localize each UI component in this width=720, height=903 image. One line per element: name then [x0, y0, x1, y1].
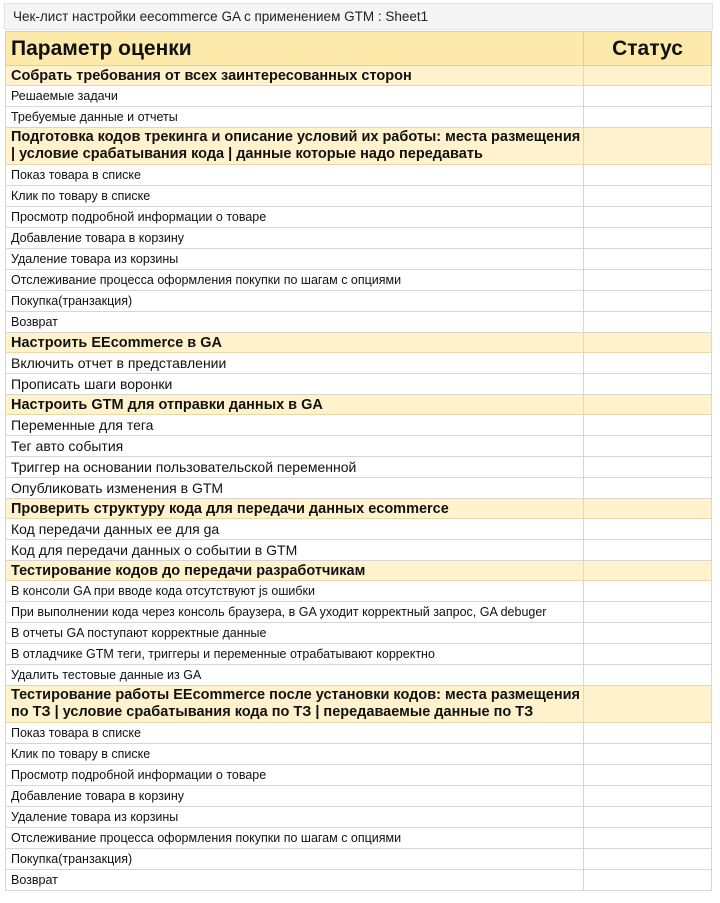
checklist-item-row [6, 374, 712, 395]
parameter-cell[interactable]: Тег авто события [6, 436, 584, 457]
status-cell[interactable] [584, 665, 712, 686]
status-cell[interactable] [584, 374, 712, 395]
checklist-item-row [6, 207, 712, 228]
parameter-cell[interactable]: В консоли GA при вводе кода отсутствуют js ошибки [6, 581, 584, 602]
parameter-cell[interactable]: Код для передачи данных о событии в GTM [6, 540, 584, 561]
checklist-item-row [6, 353, 712, 374]
section-title-cell[interactable]: Подготовка кодов трекинга и описание условий их работы: места размещения | условие срабатывания кода | данные которые надо передавать [6, 128, 584, 165]
parameter-cell[interactable]: Удалить тестовые данные из GA [6, 665, 584, 686]
checklist-item-row [6, 828, 712, 849]
parameter-cell[interactable]: Показ товара в списке [6, 723, 584, 744]
param-header[interactable]: Параметр оценки [6, 32, 584, 66]
section-title-cell[interactable]: Настроить GTM для отправки данных в GA [6, 395, 584, 415]
parameter-cell[interactable]: При выполнении кода через консоль браузера, в GA уходит корректный запрос, GA debuger [6, 602, 584, 623]
status-cell[interactable] [584, 870, 712, 891]
checklist-item-row [6, 249, 712, 270]
parameter-cell[interactable]: Возврат [6, 870, 584, 891]
section-title-cell[interactable]: Собрать требования от всех заинтересованных сторон [6, 66, 584, 86]
parameter-cell[interactable]: Показ товара в списке [6, 165, 584, 186]
checklist-item-row [6, 228, 712, 249]
checklist-item-row [6, 519, 712, 540]
section-row [6, 395, 712, 415]
status-cell[interactable] [584, 561, 712, 581]
parameter-cell[interactable]: Отслеживание процесса оформления покупки по шагам с опциями [6, 828, 584, 849]
status-cell[interactable] [584, 828, 712, 849]
parameter-cell[interactable]: В отчеты GA поступают корректные данные [6, 623, 584, 644]
parameter-cell[interactable]: Просмотр подробной информации о товаре [6, 207, 584, 228]
status-cell[interactable] [584, 807, 712, 828]
status-cell[interactable] [584, 478, 712, 499]
status-cell[interactable] [584, 66, 712, 86]
status-cell[interactable] [584, 333, 712, 353]
parameter-cell[interactable]: Покупка(транзакция) [6, 849, 584, 870]
checklist-item-row [6, 870, 712, 891]
parameter-cell[interactable]: Клик по товару в списке [6, 744, 584, 765]
parameter-cell[interactable]: Клик по товару в списке [6, 186, 584, 207]
parameter-cell[interactable]: Код передачи данных ee для ga [6, 519, 584, 540]
status-cell[interactable] [584, 86, 712, 107]
header-row [6, 32, 712, 66]
checklist-item-row [6, 107, 712, 128]
status-cell[interactable] [584, 107, 712, 128]
parameter-cell[interactable]: Решаемые задачи [6, 86, 584, 107]
parameter-cell[interactable]: Просмотр подробной информации о товаре [6, 765, 584, 786]
status-cell[interactable] [584, 291, 712, 312]
status-header[interactable]: Статус [584, 32, 712, 66]
parameter-cell[interactable]: В отладчике GTM теги, триггеры и переменные отрабатывают корректно [6, 644, 584, 665]
checklist-item-row [6, 581, 712, 602]
status-cell[interactable] [584, 312, 712, 333]
parameter-cell[interactable]: Покупка(транзакция) [6, 291, 584, 312]
parameter-cell[interactable]: Удаление товара из корзины [6, 807, 584, 828]
parameter-cell[interactable]: Требуемые данные и отчеты [6, 107, 584, 128]
checklist-item-row [6, 186, 712, 207]
section-title-cell[interactable]: Тестирование кодов до передачи разработчикам [6, 561, 584, 581]
parameter-cell[interactable]: Прописать шаги воронки [6, 374, 584, 395]
checklist-item-row [6, 744, 712, 765]
checklist-item-row [6, 291, 712, 312]
status-cell[interactable] [584, 228, 712, 249]
status-cell[interactable] [584, 786, 712, 807]
checklist-item-row [6, 540, 712, 561]
status-cell[interactable] [584, 765, 712, 786]
checklist-item-row [6, 602, 712, 623]
status-cell[interactable] [584, 270, 712, 291]
checklist-item-row [6, 644, 712, 665]
checklist-item-row [6, 478, 712, 499]
section-title-cell[interactable]: Настроить EEcommerce в GA [6, 333, 584, 353]
status-cell[interactable] [584, 644, 712, 665]
checklist-item-row [6, 849, 712, 870]
checklist-item-row [6, 723, 712, 744]
parameter-cell[interactable]: Включить отчет в представлении [6, 353, 584, 374]
checklist-item-row [6, 665, 712, 686]
section-row [6, 686, 712, 723]
checklist-item-row [6, 312, 712, 333]
status-cell[interactable] [584, 581, 712, 602]
window-title: Чек-лист настройки eecommerce GA с применением GTM : Sheet1 [4, 3, 713, 30]
status-cell[interactable] [584, 540, 712, 561]
status-cell[interactable] [584, 686, 712, 723]
section-title-cell[interactable]: Тестирование работы EEcommerce после установки кодов: места размещения по ТЗ | условие срабатывания кода по ТЗ | передаваемые данные по ТЗ [6, 686, 584, 723]
parameter-cell[interactable]: Триггер на основании пользовательской переменной [6, 457, 584, 478]
section-row [6, 128, 712, 165]
status-cell[interactable] [584, 723, 712, 744]
checklist-item-row [6, 86, 712, 107]
status-cell[interactable] [584, 353, 712, 374]
section-row [6, 333, 712, 353]
status-cell[interactable] [584, 744, 712, 765]
status-cell[interactable] [584, 165, 712, 186]
parameter-cell[interactable]: Удаление товара из корзины [6, 249, 584, 270]
parameter-cell[interactable]: Добавление товара в корзину [6, 786, 584, 807]
checklist-table [5, 31, 712, 891]
status-cell[interactable] [584, 849, 712, 870]
checklist-item-row [6, 457, 712, 478]
checklist-item-row [6, 270, 712, 291]
status-cell[interactable] [584, 436, 712, 457]
status-cell[interactable] [584, 519, 712, 540]
status-cell[interactable] [584, 415, 712, 436]
status-cell[interactable] [584, 249, 712, 270]
section-title-cell[interactable]: Проверить структуру кода для передачи данных ecommerce [6, 499, 584, 519]
checklist-item-row [6, 436, 712, 457]
parameter-cell[interactable]: Отслеживание процесса оформления покупки по шагам с опциями [6, 270, 584, 291]
status-cell[interactable] [584, 623, 712, 644]
checklist-item-row [6, 623, 712, 644]
parameter-cell[interactable]: Переменные для тега [6, 415, 584, 436]
section-row [6, 66, 712, 86]
status-cell[interactable] [584, 186, 712, 207]
checklist-item-row [6, 165, 712, 186]
status-cell[interactable] [584, 602, 712, 623]
status-cell[interactable] [584, 395, 712, 415]
checklist-item-row [6, 765, 712, 786]
checklist-item-row [6, 415, 712, 436]
parameter-cell[interactable]: Добавление товара в корзину [6, 228, 584, 249]
status-cell[interactable] [584, 457, 712, 478]
status-cell[interactable] [584, 128, 712, 165]
status-cell[interactable] [584, 499, 712, 519]
status-cell[interactable] [584, 207, 712, 228]
checklist-item-row [6, 786, 712, 807]
section-row [6, 561, 712, 581]
section-row [6, 499, 712, 519]
checklist-item-row [6, 807, 712, 828]
parameter-cell[interactable]: Возврат [6, 312, 584, 333]
parameter-cell[interactable]: Опубликовать изменения в GTM [6, 478, 584, 499]
